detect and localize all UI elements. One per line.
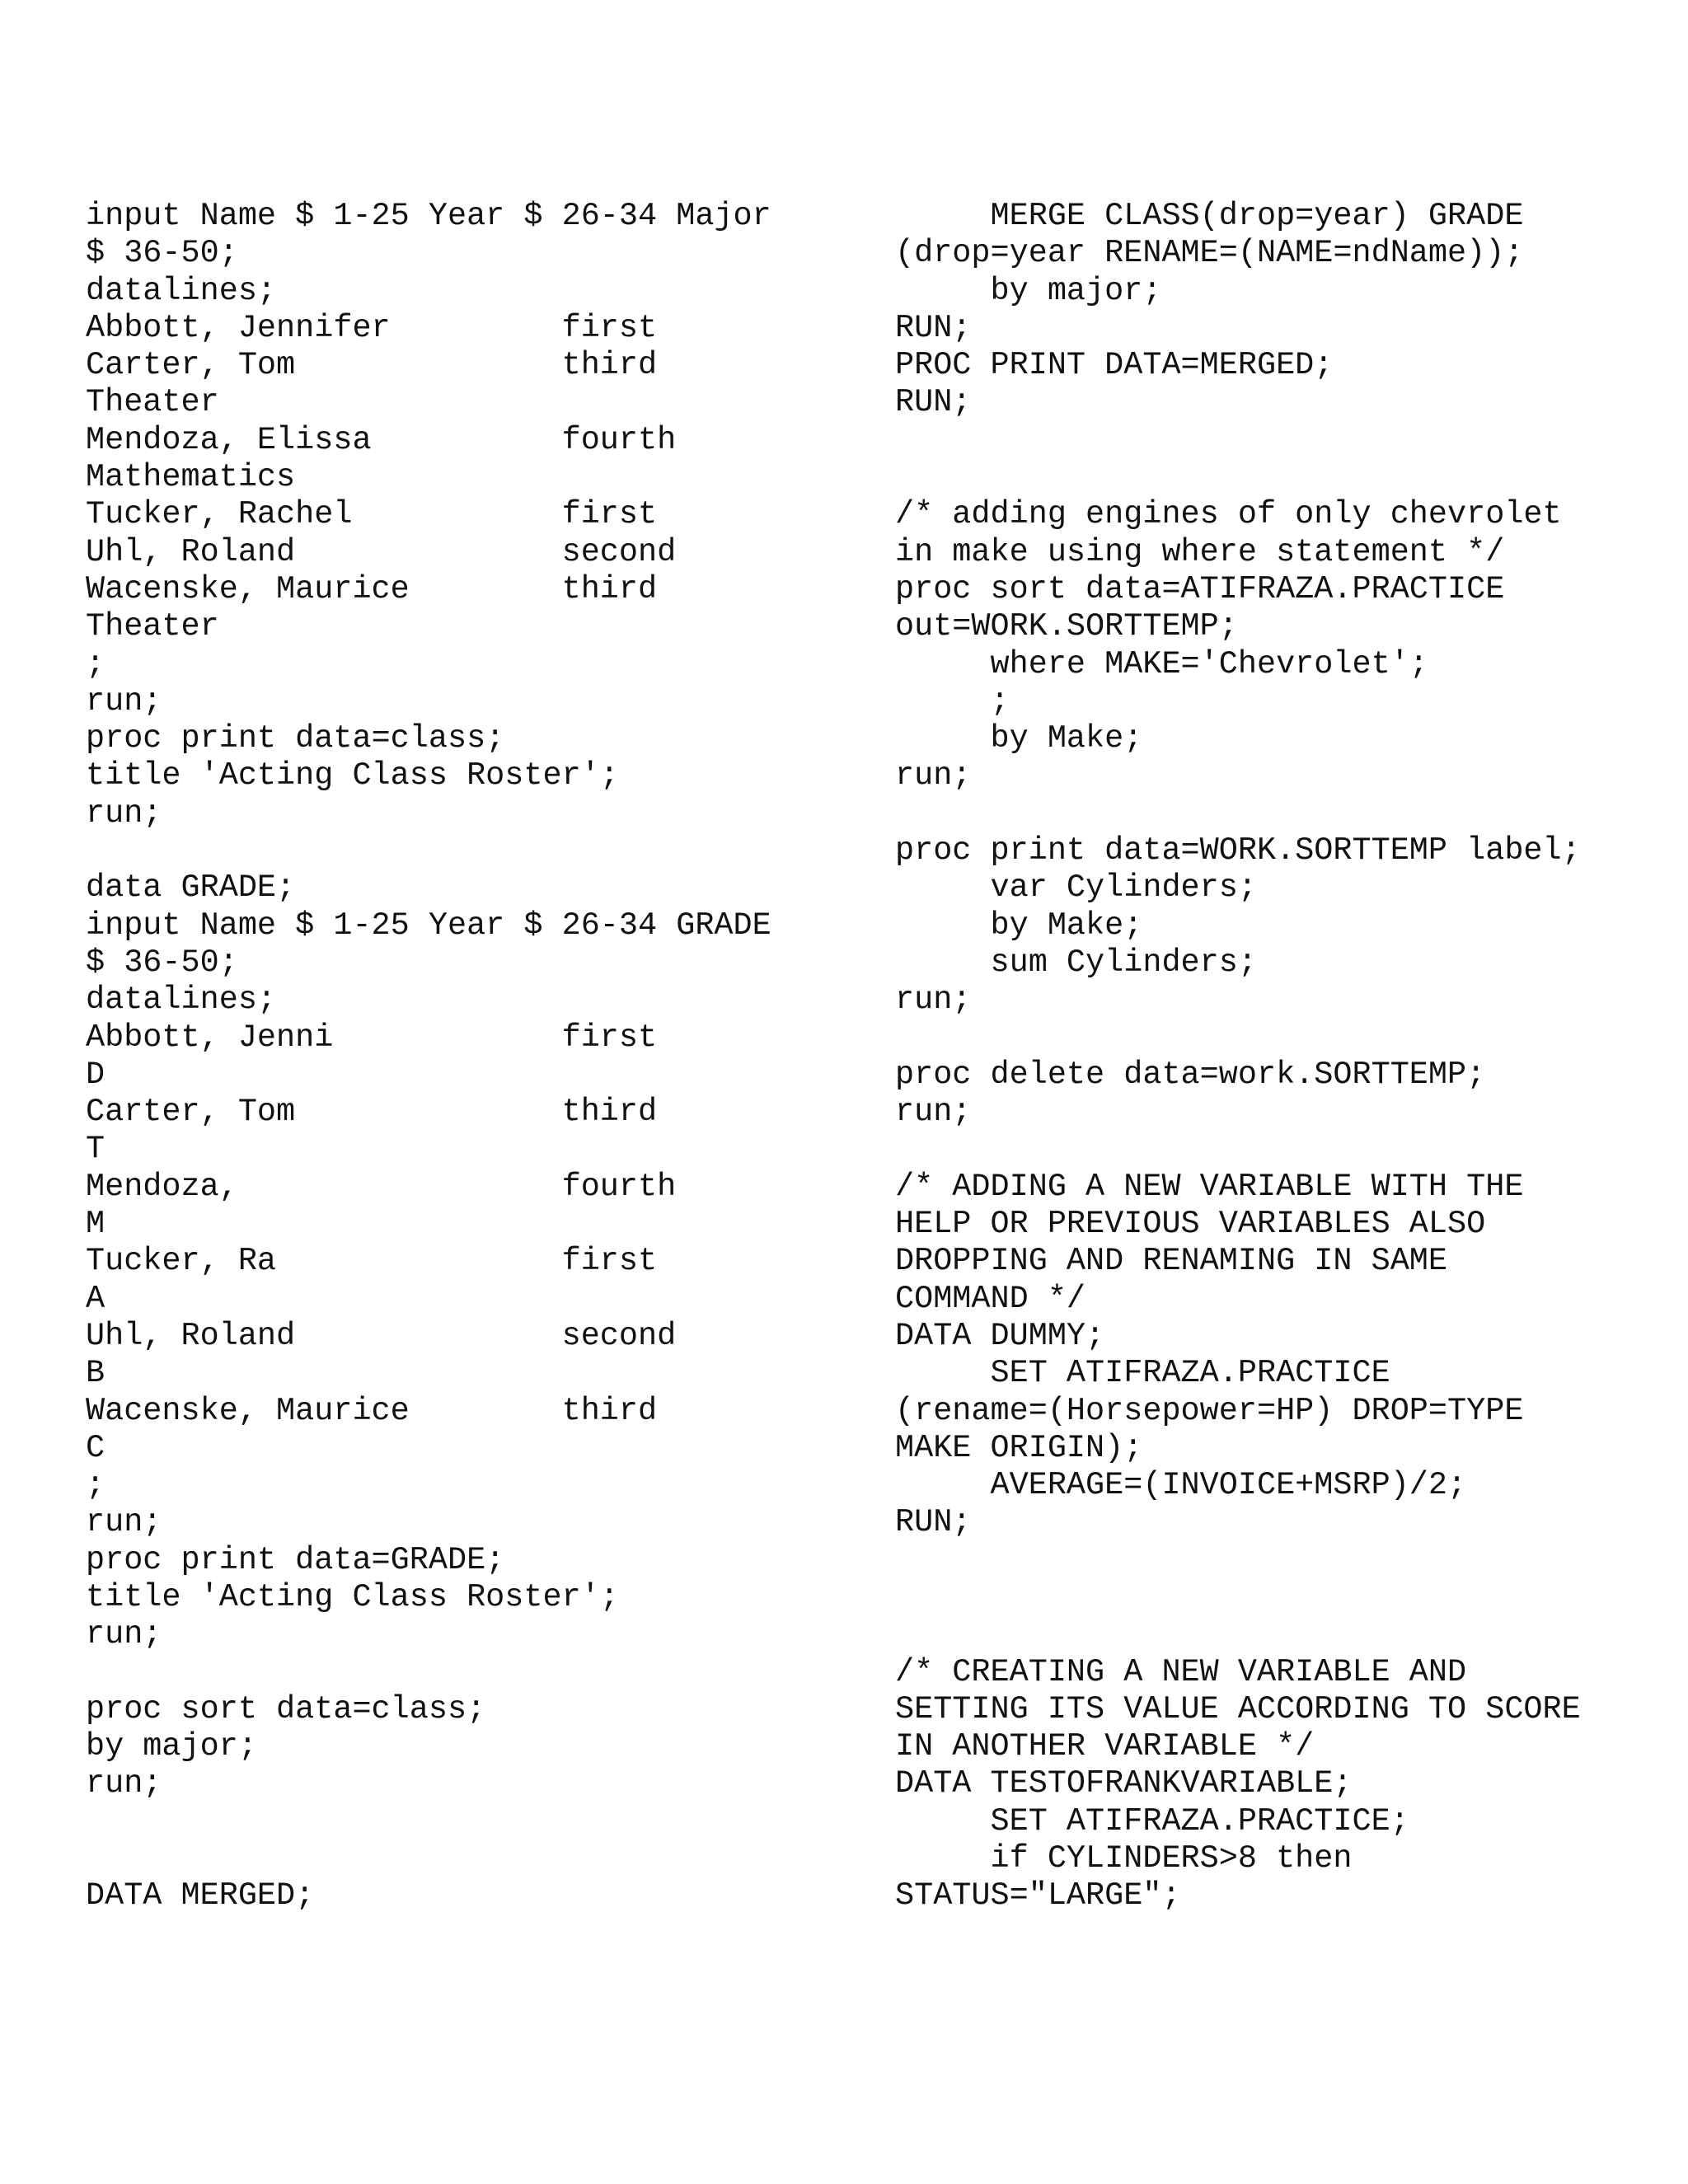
code-line: title 'Acting Class Roster'; — [86, 757, 619, 794]
code-line: B — [86, 1355, 106, 1392]
code-line — [86, 832, 828, 869]
code-line: by major; — [895, 272, 1162, 309]
code-line: DROPPING AND RENAMING IN SAME — [895, 1243, 1448, 1280]
code-line: run; — [86, 682, 162, 719]
code-line: Carter, Tom third — [86, 1094, 658, 1131]
code-line: Abbott, Jenni first — [86, 1019, 658, 1056]
code-line: AVERAGE=(INVOICE+MSRP)/2; — [895, 1467, 1467, 1504]
code-line — [86, 1840, 828, 1877]
code-line: HELP OR PREVIOUS VARIABLES ALSO — [895, 1206, 1486, 1243]
code-line: D — [86, 1056, 106, 1093]
code-line: Tucker, Rachel first — [86, 496, 658, 533]
code-line — [895, 1579, 1662, 1616]
code-line: Theater — [86, 608, 219, 645]
code-line: proc print data=GRADE; — [86, 1541, 505, 1578]
code-line: in make using where statement */ — [895, 533, 1505, 570]
code-line: SET ATIFRAZA.PRACTICE; — [895, 1802, 1409, 1840]
code-line: IN ANOTHER VARIABLE */ — [895, 1728, 1315, 1765]
code-line: Theater — [86, 384, 219, 421]
code-line — [86, 1654, 828, 1691]
code-line: out=WORK.SORTTEMP; — [895, 608, 1238, 645]
code-line: Wacenske, Maurice third — [86, 570, 658, 607]
code-line: RUN; — [895, 309, 972, 346]
code-line: /* adding engines of only chevrolet — [895, 496, 1562, 533]
code-line: RUN; — [895, 384, 972, 421]
code-line: MERGE CLASS(drop=year) GRADE — [895, 198, 1524, 234]
code-line: Wacenske, Maurice third — [86, 1392, 658, 1429]
code-line: run; — [895, 982, 972, 1019]
code-line: proc delete data=work.SORTTEMP; — [895, 1056, 1486, 1093]
code-line: M — [86, 1206, 106, 1243]
code-column-right — [895, 198, 1662, 1915]
code-line: run; — [895, 1094, 972, 1131]
code-line: proc print data=WORK.SORTTEMP label; — [895, 832, 1581, 869]
code-line: datalines; — [86, 272, 277, 309]
code-line: ; — [86, 645, 106, 682]
code-line: title 'Acting Class Roster'; — [86, 1578, 619, 1615]
code-line: sum Cylinders; — [895, 944, 1257, 981]
code-line: Mathematics — [86, 459, 296, 496]
code-line: by major; — [86, 1728, 257, 1765]
code-line: MAKE ORIGIN); — [895, 1429, 1143, 1466]
code-line: var Cylinders; — [895, 869, 1257, 907]
code-line: proc sort data=ATIFRAZA.PRACTICE — [895, 570, 1505, 607]
code-line: /* ADDING A NEW VARIABLE WITH THE — [895, 1168, 1524, 1205]
code-line: run; — [86, 1616, 162, 1653]
code-line: COMMAND */ — [895, 1280, 1086, 1317]
code-line: by Make; — [895, 720, 1143, 757]
code-line: Uhl, Roland second — [86, 533, 677, 570]
code-line: datalines; — [86, 982, 277, 1019]
code-line: Tucker, Ra first — [86, 1243, 658, 1280]
code-line — [895, 1019, 1662, 1057]
code-line: input Name $ 1-25 Year $ 26-34 Major — [86, 198, 771, 234]
code-line: input Name $ 1-25 Year $ 26-34 GRADE — [86, 907, 771, 944]
code-line — [895, 459, 1662, 496]
code-line: T — [86, 1131, 106, 1168]
code-column-left — [86, 198, 828, 1915]
code-line: ; — [895, 682, 1010, 719]
code-line: SET ATIFRAZA.PRACTICE — [895, 1355, 1390, 1392]
code-line: DATA DUMMY; — [895, 1317, 1105, 1354]
code-line: proc sort data=class; — [86, 1690, 486, 1727]
code-line: where MAKE='Chevrolet'; — [895, 645, 1428, 682]
code-line: DATA TESTOFRANKVARIABLE; — [895, 1765, 1353, 1802]
code-line: Mendoza, Elissa fourth — [86, 421, 677, 458]
code-line: by Make; — [895, 907, 1143, 944]
code-line: PROC PRINT DATA=MERGED; — [895, 347, 1334, 384]
code-line: $ 36-50; — [86, 235, 238, 272]
code-line: run; — [895, 757, 972, 794]
code-line: SETTING ITS VALUE ACCORDING TO SCORE — [895, 1690, 1581, 1727]
code-line: /* CREATING A NEW VARIABLE AND — [895, 1653, 1467, 1690]
code-line: STATUS="LARGE"; — [895, 1877, 1181, 1915]
code-line: ; — [86, 1467, 106, 1504]
code-line: A — [86, 1280, 106, 1317]
code-line — [895, 1616, 1662, 1653]
code-line — [895, 795, 1662, 832]
code-line: DATA MERGED; — [86, 1877, 315, 1915]
code-line: (rename=(Horsepower=HP) DROP=TYPE — [895, 1392, 1524, 1429]
code-line: Abbott, Jennifer first — [86, 309, 658, 346]
code-line: proc print data=class; — [86, 720, 505, 757]
code-line: C — [86, 1429, 106, 1466]
code-line: RUN; — [895, 1504, 972, 1541]
code-line — [86, 1803, 828, 1840]
code-line — [895, 1542, 1662, 1579]
code-line — [895, 422, 1662, 459]
code-line: run; — [86, 1765, 162, 1802]
code-line: if CYLINDERS>8 then — [895, 1840, 1353, 1877]
code-line: run; — [86, 794, 162, 832]
code-line: $ 36-50; — [86, 944, 238, 981]
code-line: (drop=year RENAME=(NAME=ndName)); — [895, 235, 1524, 272]
code-line: Mendoza, fourth — [86, 1168, 677, 1205]
code-line: run; — [86, 1504, 162, 1541]
code-line: Carter, Tom third — [86, 347, 658, 384]
code-line — [895, 1131, 1662, 1168]
code-line: data GRADE; — [86, 869, 296, 907]
code-line: Uhl, Roland second — [86, 1317, 677, 1354]
